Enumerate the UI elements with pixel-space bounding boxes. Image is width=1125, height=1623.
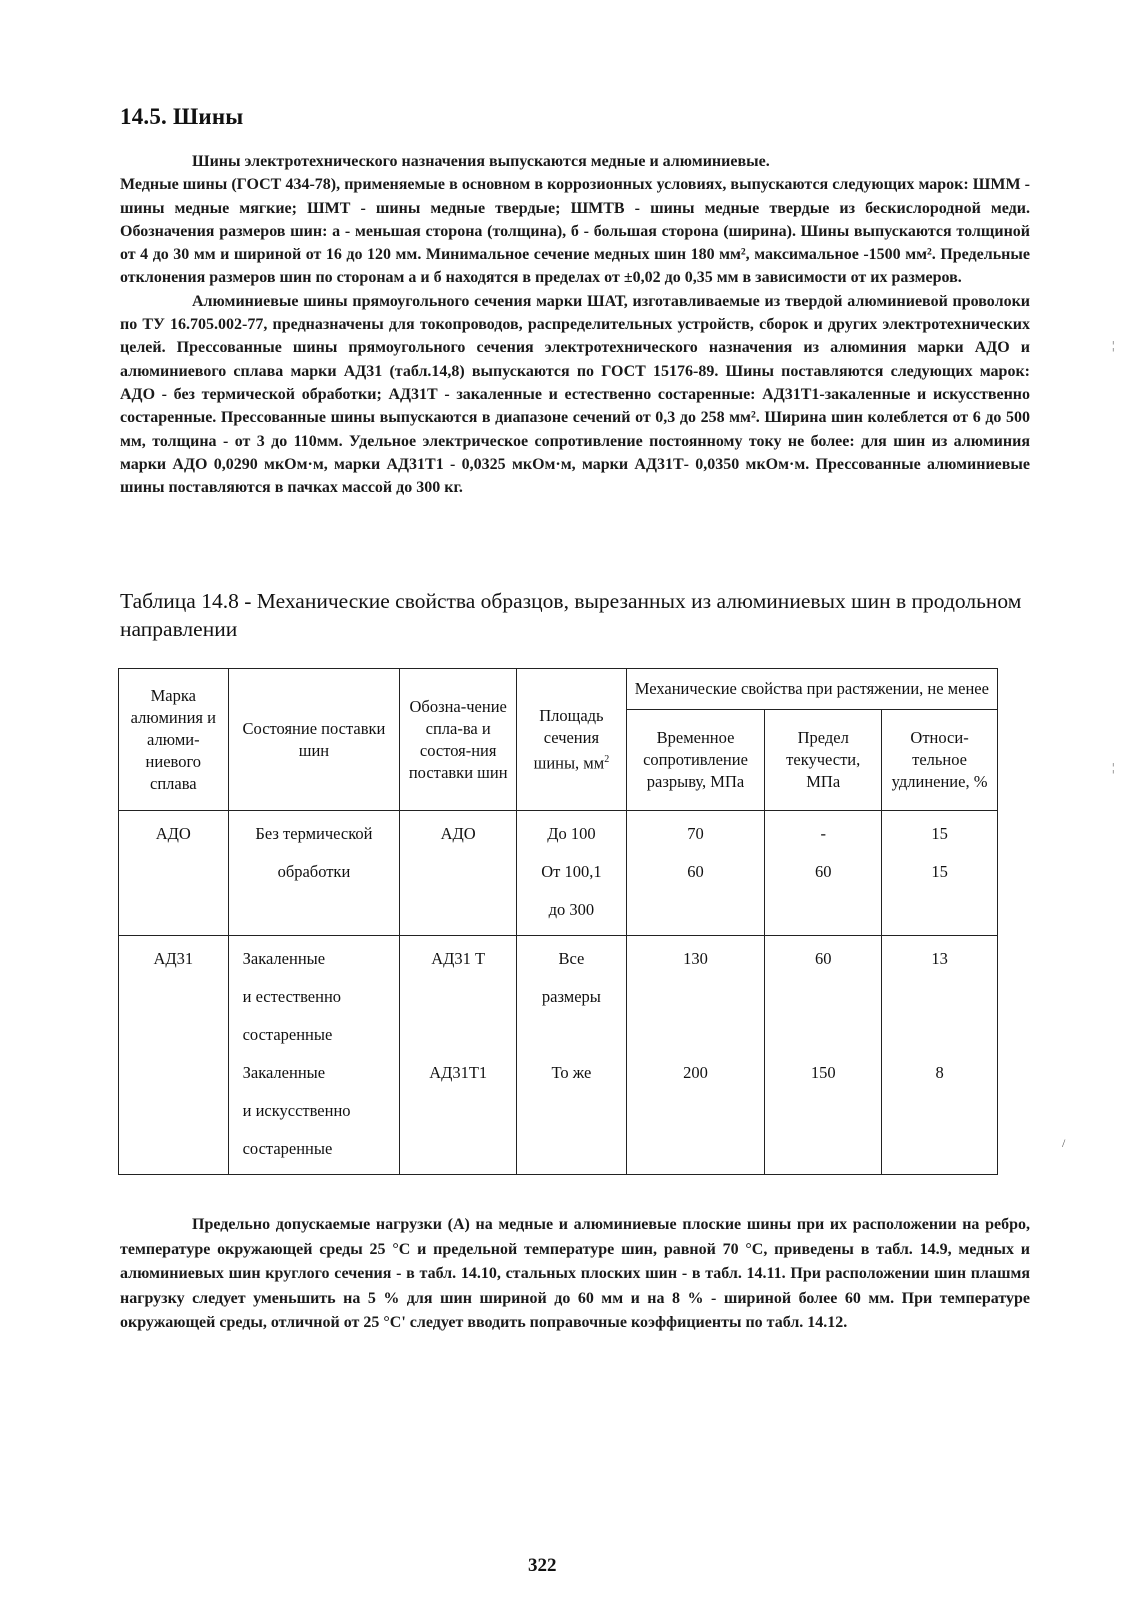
cell-condition <box>228 811 400 936</box>
header-area-sup: 2 <box>604 753 610 765</box>
header-grade: Марка алюминия и алюми-ниевого сплава <box>119 669 229 811</box>
cell-line: состаренные <box>242 1139 333 1158</box>
cell-line: 70 <box>687 824 704 843</box>
cell-line: и искусственно <box>242 1101 351 1120</box>
table-caption: Таблица 14.8 - Механические свойства образцов, вырезанных из алюминиевых шин в продольном направлении <box>120 589 1022 641</box>
cell-condition <box>228 936 400 1175</box>
paragraph-aluminium: Алюминиевые шины прямоугольного сечения марки ШАТ, изготавливаемые из твердой алюминиевой проволоки по ТУ 16.705.002-77, предназначены для токопроводов, распределительных устройств, сборок и других электротехнических целей. Прессованные шины прямоугольного сечения электротехнического назначения из алюминия марки АДО и алюминиевого сплава марки АД31 (табл.14,8) выпускаются по ГОСТ 15176-89. Шины поставляются следующих марок: АДО - без термической обработки; АД31Т - закаленные и естественно состаренные: АД31Т1-закаленные и искусственно состаренные. Прессованные шины выпускаются в диапазоне сечений от 0,3 до 258 мм². Ширина шин колеблется от 6 до 500 мм, толщина - от 3 до 110мм. Удельное электрическое сопротивление постоянному току не более: для шин из алюминия марки АДО 0,0290 мкОм·м, марки АД31Т1 - 0,0325 мкОм·м, марки АД31Т- 0,0350 мкОм·м. Прессованные алюминиевые шины поставляются в пачках массой до 300 кг. <box>120 292 1030 497</box>
cell-line <box>768 1016 878 1054</box>
cell-line <box>403 1016 513 1054</box>
properties-table <box>118 668 998 1175</box>
cell-line <box>630 978 762 1016</box>
cell-line: 130 <box>683 949 708 968</box>
cell-line: АД31 <box>153 949 194 968</box>
cell-line: - <box>820 824 826 843</box>
cell-line: 60 <box>687 862 704 881</box>
cell-yield <box>765 811 882 936</box>
cell-line: Закаленные <box>242 949 326 968</box>
cell-line: 13 <box>931 949 948 968</box>
scan-mark: ¦ <box>1112 760 1115 774</box>
table-row <box>119 936 998 1175</box>
cell-line: АД31 Т <box>431 949 486 968</box>
paragraph-intro: Шины электротехнического назначения выпускаются медные и алюминиевые. <box>192 153 770 170</box>
cell-line <box>520 1016 623 1054</box>
header-row-1 <box>119 669 998 710</box>
cell-area <box>517 936 627 1175</box>
header-mech-group: Механические свойства при растяжении, не менее <box>626 669 997 710</box>
cell-line <box>768 978 878 1016</box>
cell-line: размеры <box>541 987 601 1006</box>
cell-line: АД31Т1 <box>429 1063 488 1082</box>
cell-line <box>885 978 994 1016</box>
cell-line: От 100,1 <box>541 862 602 881</box>
cell-line: Без термической <box>255 824 373 843</box>
cell-tensile <box>626 811 765 936</box>
cell-grade <box>119 811 229 936</box>
cell-elongation <box>882 936 998 1175</box>
cell-line: 60 <box>814 862 832 881</box>
cell-yield <box>765 936 882 1175</box>
cell-line: Все <box>558 949 585 968</box>
header-area-text: Площадь сечения шины, мм <box>533 705 605 773</box>
header-condition: Состояние поставки шин <box>228 669 400 811</box>
header-yield: Предел текучести, МПа <box>765 710 882 811</box>
cell-line: 15 <box>931 824 948 843</box>
paragraph-loads: Предельно допускаемые нагрузки (А) на медные и алюминиевые плоские шины при их расположении на ребро, температуре окружающей среды 25 °С и предельной температуре шин, равной 70 °С, приведены в табл. 14.9, медных и алюминиевых шин круглого сечения - в табл. 14.10, стальных плоских шин - в табл. 14.11. При расположении шин плашмя нагрузку следует уменьшить на 5 % для шин шириной до 60 мм и на 8 % - шириной более 60 мм. При температуре окружающей среды, отличной от 25 °С' следует вводить поправочные коэффициенты по табл. 14.12. <box>120 1216 1030 1332</box>
header-tensile: Временное сопротивление разрыву, МПа <box>626 710 765 811</box>
cell-line: 60 <box>814 949 832 968</box>
cell-line: Закаленные <box>242 1063 326 1082</box>
closing-text <box>120 1213 1030 1336</box>
cell-area <box>517 811 627 936</box>
header-area <box>517 669 627 811</box>
paragraph-copper: Медные шины (ГОСТ 434-78), применяемые в основном в коррозионных условиях, выпускаются следующих марок: ШММ - шины медные мягкие; ШМТ - шины медные твердые; ШМТВ - шины медные твердые из бескислородной меди. Обозначения размеров шин: а - меньшая сторона (толщина), б - большая сторона (ширина). Шины выпускаются толщиной от 4 до 30 мм и шириной от 16 до 120 мм. Минимальное сечение медных шин 180 мм², максимальное -1500 мм². Предельные отклонения размеров шин по сторонам а и б находятся в пределах от ±0,02 до 0,35 мм в зависимости от их размеров. <box>120 176 1030 287</box>
cell-designation <box>400 936 517 1175</box>
section-heading: 14.5. Шины <box>120 104 244 129</box>
cell-line <box>885 1016 994 1054</box>
cell-line <box>403 978 513 1016</box>
cell-line: АДО <box>440 824 476 843</box>
scan-mark: / <box>1062 1136 1066 1150</box>
table-row <box>119 811 998 936</box>
cell-line: до 300 <box>548 900 595 919</box>
cell-line: обработки <box>277 862 351 881</box>
cell-line <box>630 1016 762 1054</box>
cell-line: 200 <box>683 1063 708 1082</box>
header-elongation: Относи-тельное удлинение, % <box>882 710 998 811</box>
cell-line: До 100 <box>547 824 596 843</box>
page-number: 322 <box>528 1555 557 1576</box>
cell-line: и естественно <box>242 987 342 1006</box>
cell-line: 8 <box>935 1063 944 1082</box>
cell-line: АДО <box>155 824 191 843</box>
cell-line: То же <box>551 1063 592 1082</box>
cell-elongation <box>882 811 998 936</box>
cell-line: 15 <box>931 862 948 881</box>
header-designation: Обозна-чение спла-ва и состоя-ния поставки шин <box>400 669 517 811</box>
cell-designation <box>400 811 517 936</box>
cell-tensile <box>626 936 765 1175</box>
scan-mark: ¦ <box>1112 338 1115 352</box>
cell-line: 150 <box>810 1063 836 1082</box>
intro-text <box>120 150 1030 499</box>
cell-grade <box>119 936 229 1175</box>
cell-line: состаренные <box>242 1025 333 1044</box>
